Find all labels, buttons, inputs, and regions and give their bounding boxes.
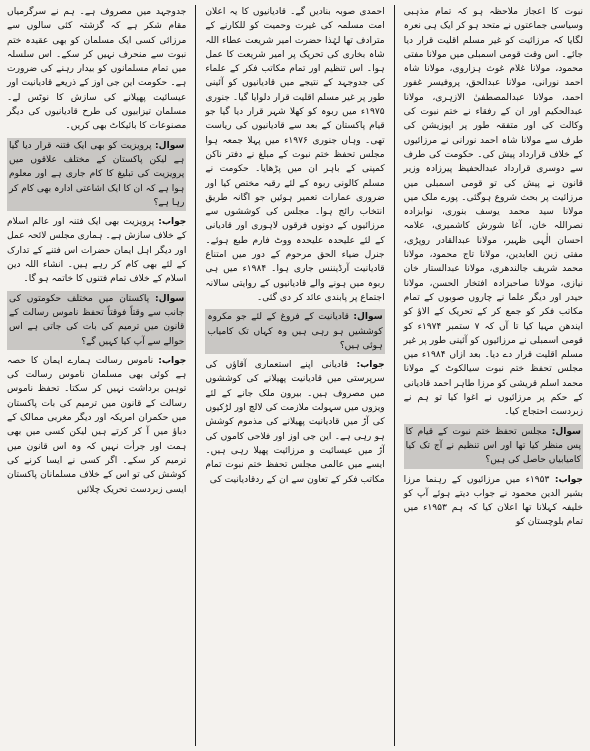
column-divider <box>394 5 395 746</box>
question-label: سوال: <box>155 140 185 151</box>
answer-label: جواب: <box>554 474 583 485</box>
column-left <box>4 5 189 746</box>
answer-paragraph <box>7 215 186 286</box>
article-paragraph: نبوت کا اعجاز ملاحظہ ہو کہ تمام مذہبی وسیاسی جماعتوں نے متحد ہو کر ایک ہی نعرہ لگایا کہ مرزائیت کو غیر مسلم اقلیت قرار دیا جائے۔ اس وقت قومی اسمبلی میں مولانا مفتی محمود، مولانا غلام غوث ہزاروی، مولانا شاہ احمد نورانی، مولانا عبدالحق، پروفیسر غفور احمد، مولانا عبدالمصطفیٰ الازہری، مولانا عبدالحکیم اور ان کے رفقاء نے ختم نبوت کی وکالت کی اور متفقہ طور پر اپوزیشن کی طرف سے مولانا شاہ احمد نورانی نے مرزائیوں کے خلاف قرارداد پیش کی۔ حکومت کی طرف سے دوسری قرارداد عبدالحفیظ پیرزادہ وزیر قانون نے پیش کی تو قومی اسمبلی میں مرزائیت پر بحث شروع ہوگئی۔ پورے ملک میں مولانا سید محمد یوسف بنوری، نوابزادہ نصراللہ خان، آغا شورش کاشمیری، علامہ احسان الٰہی ظہیر، مولانا عبدالقادر روپڑی، مفتی زین العابدین، مولانا تاج محمود، مولانا محمد شریف جالندھری، مولانا عبدالستار خان نیازی، مولانا صاحبزادہ افتخار الحسن، مولانا حیدر اور دیگر علما نے چاروں صوبوں کے تمام مکاتب فکر کو جمع کر کے تحریک کے الاؤ کو ایندھن مہیا کیا تا آں کہ ۷ ستمبر ۱۹۷۴ء کو قومی اسمبلی نے مرزائیوں کو آئینی طور پر غیر مسلم اقلیت قرار دے دیا۔ بعد ازاں ۱۹۸۴ء میں مجلس تحفظ ختم نبوت سیالکوٹ کے مولانا محمد اسلم قریشی کو مرزا طاہر احمد قادیانی کے حکم پر مرزائیوں نے اغوا کیا تو ہم نے زبردست احتجاج کیا۔ <box>403 7 583 418</box>
answer-label: جواب: <box>158 217 187 228</box>
question-paragraph <box>7 138 186 211</box>
answer-text: ناموس رسالت ہمارے ایمان کا حصہ ہے کوئی بھی مسلمان ناموس رسالت کی توہین برداشت نہیں کر سکتا۔ تحفظ ناموس رسالت کے قانون میں ترمیم کی بات پاکستان میں حکمران امریکہ اور دیگر مغربی ممالک کے دباؤ میں آ کر کرتے ہیں لیکن کسی میں بھی ہمت اور جرأت نہیں کہ وہ اس قانون میں ترمیم کر سکے۔ اگر کسی نے ایسا کرنے کی کوشش کی تو اس کے خلاف مسلمانان پاکستان ایسی زبردست تحریک چلائیں <box>7 355 187 495</box>
answer-label: جواب: <box>356 360 385 371</box>
answer-text: ۱۹۵۳ء میں مرزائیوں کے رہنما مرزا بشیر الدین محمود نے جواب دیتے ہوئے آپ کو خلیفہ کہلانا تھا اعلان کیا کہ ہم ۱۹۵۳ء میں تمام بلوچستان کو <box>403 474 583 528</box>
answer-paragraph <box>7 354 186 497</box>
question-text: پرویزیت کو بھی ایک فتنہ قرار دیا گیا ہے لیکن پاکستان کے مختلف علاقوں میں پرویزیت کی تبلیغ کا کام جاری ہے اور معلوم ہوا ہے کہ ان کا ایک اشاعتی ادارہ بھی کام کر رہا ہے؟ <box>9 140 185 208</box>
column-middle <box>202 5 387 746</box>
answer-label: جواب: <box>158 355 187 366</box>
question-label: سوال: <box>551 426 581 437</box>
answer-paragraph <box>404 473 583 530</box>
question-label: سوال: <box>353 312 383 323</box>
column-right <box>401 5 586 746</box>
question-label: سوال: <box>155 293 185 304</box>
article-paragraph: جدوجہد میں مصروف ہے۔ ہم نے سرگرمیاں مقام شکر ہے کہ گزشتہ کئی سالوں سے مرزائی کسی ایک مسلمان کو بھی عقیدہ ختم نبوت سے منحرف نہیں کر سکے۔ اس سلسلہ میں تمام مسلمانوں کو بیدار رہنے کی ضرورت ہے۔ حکومت این جی اوز کے ذریعے قادیانیت اور عیسائیت پھیلانے کی سازش کا نوٹس لے۔ مسلمان تیزابیوں کی طرح قادیانیوں کی دیگر مصنوعات کا بائیکاٹ بھی کریں۔ <box>7 7 187 132</box>
question-paragraph <box>404 424 583 469</box>
article-paragraph: احمدی صوبہ بنادیں گے۔ قادیانیوں کا یہ اعلان امت مسلمہ کی غیرت وحمیت کو للکارنے کے مترادف تھا لہٰذا حضرت امیر شریعت عطاء اللہ شاہ بخاری کی تحریک پر امیر شریعت کا عمل ہوا۔ اس تنظیم اور تمام مکاتب فکر کے علماء کی جدوجہد کے نتیجے میں قادیانیوں کو آئینی طور پر غیر مسلم اقلیت قرار دلوایا گیا۔ جنوری ۱۹۷۵ء میں ربوہ کو کھلا شہر قرار دیا گیا جو قیام پاکستان کے بعد سے قادیانیوں کی ریاست تھی۔ وہاں جنوری ۱۹۷۶ء میں پہلا جمعہ ہوا مجلس تحفظ ختم نبوت کے مبلغ نے دفتر ناکن کمپنی کے باہر ان میں پڑھایا۔ حکومت نے مسلم کالونی ربوہ کے لئے رقبہ مختص کیا اور ضروری عمارات تعمیر ہوئیں جو اگانہ طریق انتخاب رائج ہوا۔ مجلس کی کوششوں سے مرزائیوں کے دونوں فرقوں لاہوری اور قادیانی کے لئے علیحدہ علیحدہ ووٹ فارم طبع ہوئے۔ جنرل ضیاء الحق مرحوم کے دور میں امتناع قادیانیت آرڈیننس جاری ہوا۔ ۱۹۸۴ء میں ہی ربوہ میں ہونے والے قادیانیوں کے روایتی سالانہ اجتماع پر پابندی عائد کر دی گئی۔ <box>205 7 385 303</box>
question-text: مجلس تحفظ ختم نبوت کے قیام کا پس منظر کیا تھا اور اس تنظیم نے آج تک کیا کامیابیاں حاصل کی ہیں؟ <box>405 426 581 466</box>
answer-text: قادیانی اپنے استعماری آقاؤں کی سرپرستی میں قادیانیت پھیلانے کی کوششوں میں مصروف ہیں۔ بیرون ملک جانے کے لئے ویزوں میں سہولت ملازمت کی لالچ اور لڑکیوں کی آڑ میں قادیانیت پھیلانے کی مذموم کوشش ہو رہی ہے۔ این جی اوز اور فلاحی کاموں کی آڑ میں عیسائیت و مرزائیت پھیلا رہی ہیں۔ ایسے میں عالمی مجلس تحفظ ختم نبوت تمام مکاتب فکر کے تعاون سے ان کے ردقادیانیت کی <box>205 360 385 485</box>
question-paragraph <box>205 309 384 354</box>
answer-paragraph <box>205 358 384 487</box>
column-divider <box>195 5 196 746</box>
question-paragraph <box>7 291 186 350</box>
question-text: قادیانیت کے فروغ کے لئے جو مکروہ کوششیں ہو رہی ہیں وہ کہاں تک کامیاب ہوئی ہیں؟ <box>207 312 383 351</box>
answer-text: پرویزیت بھی ایک فتنہ اور عالم اسلام کے خلاف سازش ہے۔ ہماری مجلس لائحہ عمل اور دیگر اہل ایمان حضرات اس فتنے کے تدارک کے لئے بھی کام کر رہے ہیں۔ انشاء اللہ دین اسلام کے خلاف تمام فتنوں کا خاتمہ ہو گا۔ <box>7 217 187 285</box>
question-text: پاکستان میں مختلف حکومتوں کی جانب سے وقتاً فوقتاً تحفظ ناموس رسالت کے قانون میں ترمیم کی بات کی جاتی ہے اس حوالے سے آپ کیا کہیں گے؟ <box>9 293 185 347</box>
